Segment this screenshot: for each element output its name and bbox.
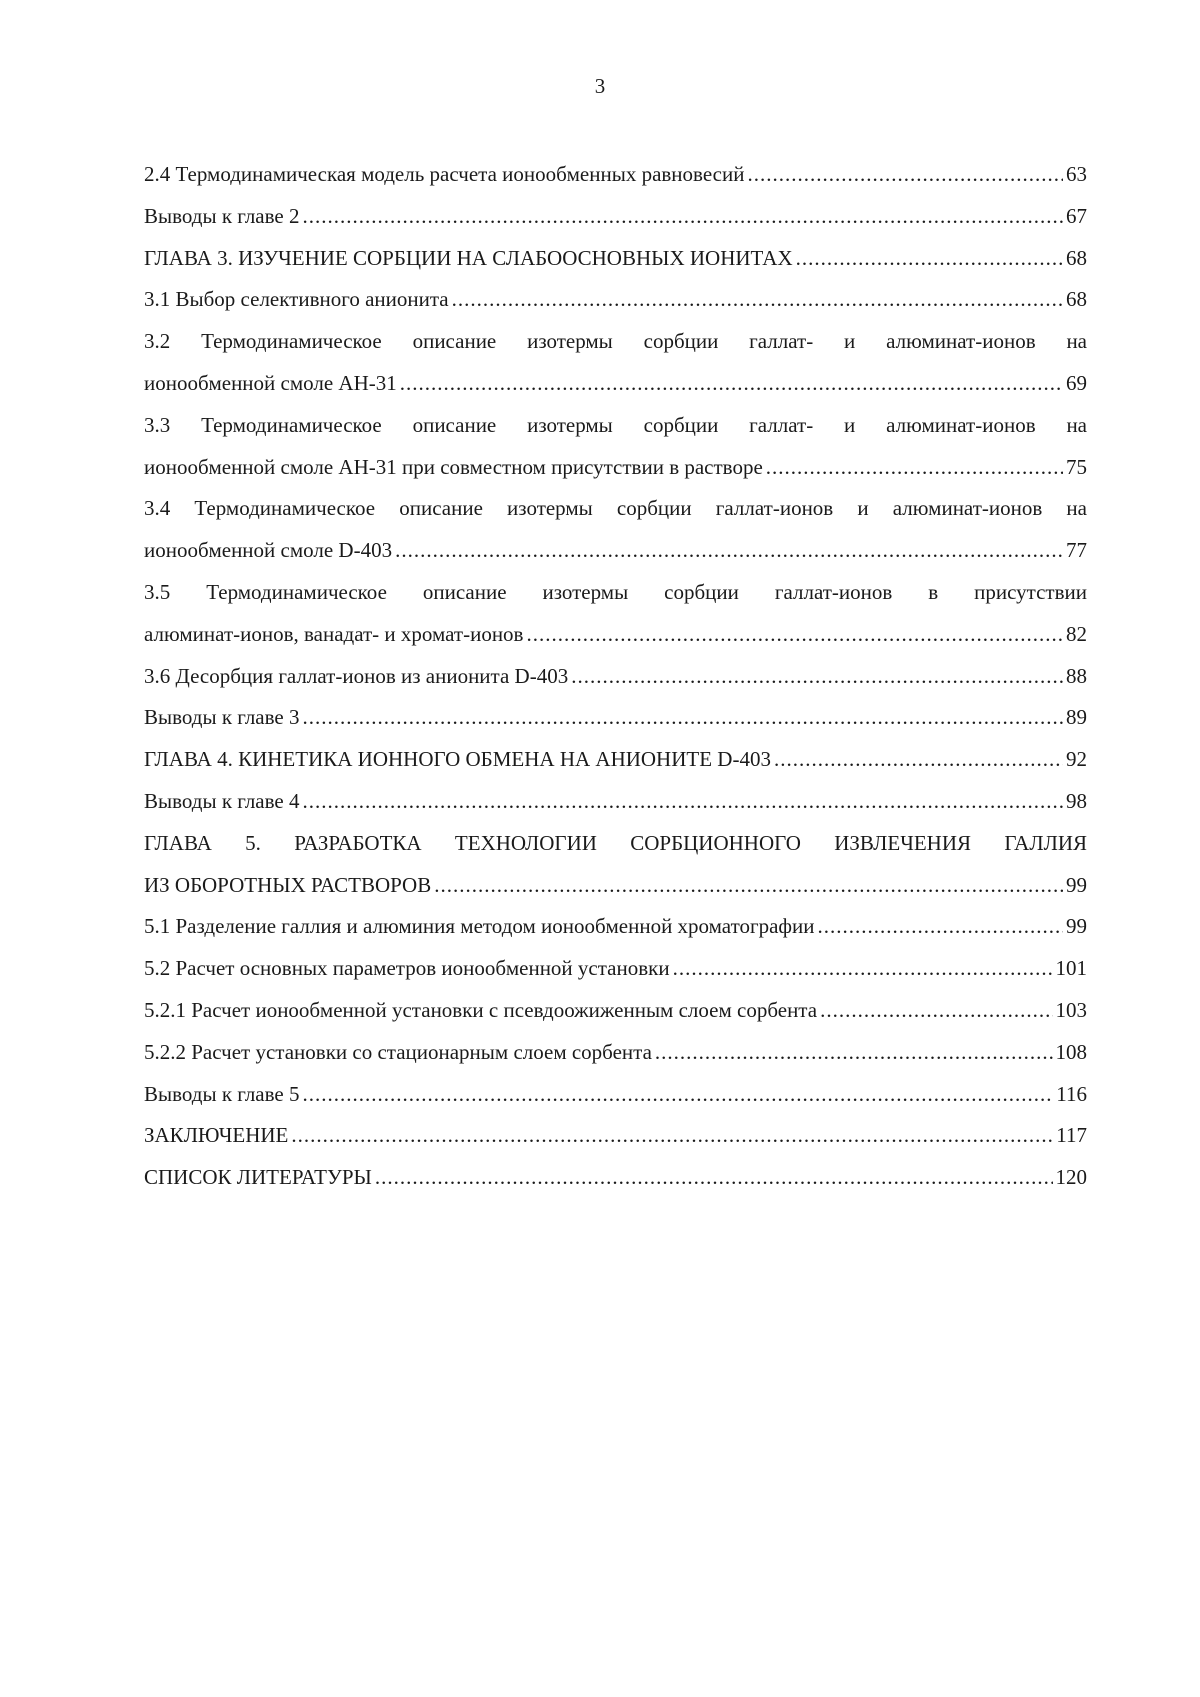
toc-page-number: 68 [1066, 287, 1087, 312]
dot-leader [303, 781, 1064, 823]
toc-entry[interactable] [144, 656, 1087, 698]
toc-page-number: 99 [1066, 914, 1087, 939]
toc-page-number: 98 [1066, 788, 1087, 813]
dot-leader [400, 363, 1063, 405]
dot-leader [375, 1157, 1053, 1199]
dot-leader [291, 1115, 1053, 1157]
toc-entry-title: ГЛАВА 4. КИНЕТИКА ИОННОГО ОБМЕНА НА АНИОНИТЕ D-403 [144, 747, 771, 772]
toc-entry-title: ионообменной смоле D-403 [144, 538, 393, 563]
dot-leader [766, 447, 1063, 489]
dot-leader [303, 1074, 1054, 1116]
toc-page-number: 120 [1055, 1165, 1087, 1190]
toc-entry[interactable] [144, 405, 1087, 489]
dot-leader [673, 948, 1053, 990]
toc-page-number: 88 [1066, 663, 1087, 688]
toc-entry-title-line: 3.3 Термодинамическое описание изотермы сорбции галлат- и алюминат-ионов на [144, 412, 1087, 437]
toc-entry[interactable] [144, 990, 1087, 1032]
toc-entry-title: ГЛАВА 3. ИЗУЧЕНИЕ СОРБЦИИ НА СЛАБООСНОВНЫХ ИОНИТАХ [144, 245, 793, 270]
toc-entry-title: Выводы к главе 2 [144, 203, 300, 228]
toc-page-number: 77 [1066, 538, 1087, 563]
toc-entry-title-line: 3.2 Термодинамическое описание изотермы сорбции галлат- и алюминат-ионов на [144, 329, 1087, 354]
toc-page-number: 117 [1056, 1123, 1087, 1148]
toc-entry-title: 5.2 Расчет основных параметров ионообменной установки [144, 956, 670, 981]
toc-entry[interactable] [144, 488, 1087, 572]
toc-entry-title-line: 3.5 Термодинамическое описание изотермы сорбции галлат-ионов в присутствии [144, 579, 1087, 604]
toc-entry[interactable] [144, 948, 1087, 990]
toc-entry-title: Выводы к главе 4 [144, 788, 300, 813]
toc-entry-title-line: ГЛАВА 5. РАЗРАБОТКА ТЕХНОЛОГИИ СОРБЦИОННОГО ИЗВЛЕЧЕНИЯ ГАЛЛИЯ [144, 830, 1087, 855]
table-of-contents [144, 154, 1087, 1199]
dot-leader [818, 906, 1064, 948]
toc-entry[interactable] [144, 1032, 1087, 1074]
toc-entry-title: ИЗ ОБОРОТНЫХ РАСТВОРОВ [144, 872, 432, 897]
toc-page-number: 101 [1055, 956, 1087, 981]
toc-entry-title: 2.4 Термодинамическая модель расчета ионообменных равновесий [144, 162, 745, 186]
toc-entry[interactable] [144, 781, 1087, 823]
toc-page-number: 75 [1066, 454, 1087, 479]
toc-entry[interactable] [144, 739, 1087, 781]
toc-entry[interactable] [144, 238, 1087, 280]
dot-leader [303, 697, 1064, 739]
toc-entry-title: ЗАКЛЮЧЕНИЕ [144, 1123, 289, 1148]
toc-entry-title-line: 3.4 Термодинамическое описание изотермы сорбции галлат-ионов и алюминат-ионов на [144, 496, 1087, 521]
toc-entry[interactable] [144, 196, 1087, 238]
dot-leader [395, 530, 1063, 572]
toc-page-number: 63 [1066, 162, 1087, 186]
toc-entry[interactable] [144, 279, 1087, 321]
dot-leader [452, 279, 1063, 321]
toc-entry-title: Выводы к главе 3 [144, 705, 300, 730]
toc-entry-title: 3.6 Десорбция галлат-ионов из анионита D-403 [144, 663, 569, 688]
dot-leader [796, 238, 1063, 280]
toc-page-number: 82 [1066, 621, 1087, 646]
toc-entry-title: ионообменной смоле АН-31 [144, 370, 397, 395]
toc-entry-title: 5.2.2 Расчет установки со стационарным слоем сорбента [144, 1039, 652, 1064]
dot-leader [571, 656, 1063, 698]
toc-entry[interactable] [144, 697, 1087, 739]
toc-page-number: 108 [1055, 1039, 1087, 1064]
toc-entry[interactable] [144, 572, 1087, 656]
toc-page-number: 92 [1066, 747, 1087, 772]
toc-page-number: 89 [1066, 705, 1087, 730]
toc-entry[interactable] [144, 154, 1087, 196]
toc-entry[interactable] [144, 906, 1087, 948]
toc-entry[interactable] [144, 1074, 1087, 1116]
toc-page-number: 68 [1066, 245, 1087, 270]
toc-page-number: 103 [1055, 997, 1087, 1022]
toc-entry[interactable] [144, 1115, 1087, 1157]
dot-leader [655, 1032, 1053, 1074]
toc-entry-title: 5.2.1 Расчет ионообменной установки с псевдоожиженным слоем сорбента [144, 997, 818, 1022]
toc-entry-title: алюминат-ионов, ванадат- и хромат-ионов [144, 621, 524, 646]
dot-leader [434, 865, 1063, 907]
toc-page-number: 67 [1066, 203, 1087, 228]
toc-entry[interactable] [144, 1157, 1087, 1199]
dot-leader [303, 196, 1064, 238]
page-number: 3 [594, 74, 606, 98]
dot-leader [774, 739, 1063, 781]
dot-leader [747, 154, 1063, 196]
toc-page-number: 69 [1066, 370, 1087, 395]
toc-page-number: 116 [1056, 1081, 1087, 1106]
dot-leader [820, 990, 1052, 1032]
toc-entry-title: ионообменной смоле АН-31 при совместном присутствии в растворе [144, 454, 763, 479]
toc-entry-title: 5.1 Разделение галлия и алюминия методом ионообменной хроматографии [144, 914, 815, 939]
toc-entry[interactable] [144, 823, 1087, 907]
toc-entry-title: СПИСОК ЛИТЕРАТУРЫ [144, 1165, 372, 1190]
toc-entry[interactable] [144, 321, 1087, 405]
toc-entry-title: 3.1 Выбор селективного анионита [144, 287, 449, 312]
toc-page-number: 99 [1066, 872, 1087, 897]
dot-leader [526, 614, 1063, 656]
toc-entry-title: Выводы к главе 5 [144, 1081, 300, 1106]
